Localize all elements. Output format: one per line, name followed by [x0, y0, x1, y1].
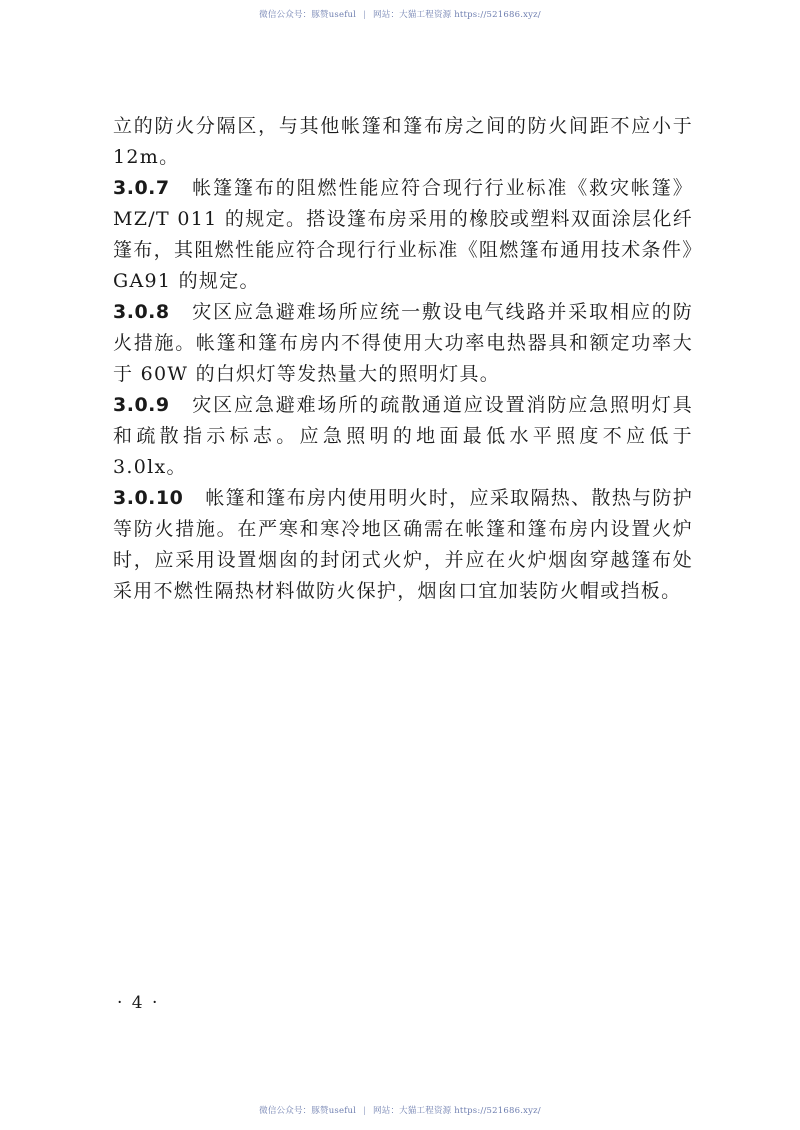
- clause-number: 3.0.9: [113, 394, 170, 416]
- clause-number: 3.0.7: [113, 177, 170, 199]
- page-number: · 4 ·: [117, 993, 160, 1013]
- continuation-paragraph: 立的防火分隔区，与其他帐篷和篷布房之间的防火间距不应小于 12m。: [113, 115, 693, 168]
- watermark-separator: |: [363, 10, 367, 20]
- clause-number: 3.0.8: [113, 301, 170, 323]
- clause-3-0-8: [113, 297, 693, 390]
- clause-3-0-9: [113, 390, 693, 483]
- clause-3-0-7: [113, 173, 693, 297]
- clause-text: 灾区应急避难场所的疏散通道应设置消防应急照明灯具和疏散指示标志。应急照明的地面最低水平照度不应低于 3.0lx。: [113, 394, 693, 478]
- watermark-top: [0, 8, 800, 20]
- watermark-bottom: [0, 1104, 800, 1116]
- watermark-right-text: 网站：大猫工程资源 https://521686.xyz/: [373, 10, 541, 20]
- watermark-left-text: 微信公众号：豚赞useful: [259, 10, 357, 20]
- document-body: [113, 111, 693, 607]
- watermark-left-text: 微信公众号：豚赞useful: [259, 1106, 357, 1116]
- clause-3-0-10: [113, 483, 693, 607]
- watermark-right-text: 网站：大猫工程资源 https://521686.xyz/: [373, 1106, 541, 1116]
- clause-text: 帐篷篷布的阻燃性能应符合现行行业标准《救灾帐篷》MZ/T 011 的规定。搭设篷布房采用的橡胶或塑料双面涂层化纤篷布，其阻燃性能应符合现行行业标准《阻燃篷布通用技术条件》GA91 的规定。: [113, 177, 693, 292]
- clause-text: 灾区应急避难场所应统一敷设电气线路并采取相应的防火措施。帐篷和篷布房内不得使用大功率电热器具和额定功率大于 60W 的白炽灯等发热量大的照明灯具。: [113, 301, 693, 385]
- watermark-separator: |: [363, 1106, 367, 1116]
- clause-text: 帐篷和篷布房内使用明火时，应采取隔热、散热与防护等防火措施。在严寒和寒冷地区确需在帐篷和篷布房内设置火炉时，应采用设置烟囱的封闭式火炉，并应在火炉烟囱穿越篷布处采用不燃性隔热材料做防火保护，烟囱口宜加装防火帽或挡板。: [113, 487, 693, 602]
- clause-number: 3.0.10: [113, 487, 184, 509]
